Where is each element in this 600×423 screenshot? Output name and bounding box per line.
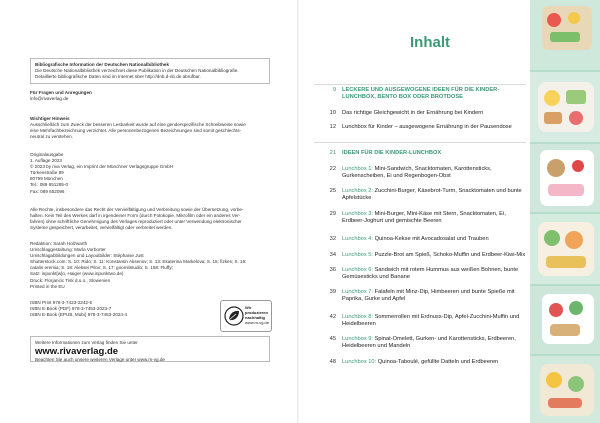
toc-text	[342, 267, 526, 282]
toc-text	[342, 314, 526, 329]
page-number: 32	[329, 236, 336, 242]
page-number: 29	[329, 211, 336, 217]
edition-line: Fax: 089 652096	[30, 188, 65, 194]
logo-caption	[245, 305, 270, 325]
page-number: 25	[329, 188, 336, 194]
page-number: 39	[329, 289, 336, 295]
logo-url: www.m-vg.de	[245, 320, 270, 325]
lunchbox-description: Spinat-Omelett, Gurken- und Karottensticks, Erdbeeren, Heidelbeeren und Mandeln	[342, 336, 516, 350]
bibliographic-info-box	[30, 58, 270, 84]
leaf-icon	[224, 306, 244, 326]
notice-line: Ausschließlich zum Zweck der besseren Lesbarkeit wurde auf eine genderspezifische Schreibweise sowie	[30, 122, 246, 128]
rights-line: Systeme gespeichert, verarbeitet, vervielfältigt oder verbreitet werden.	[30, 225, 173, 231]
credits-line: Satz: inpunkt[w]o, Haiger (www.inpunktwo.de)	[30, 271, 124, 277]
credits-line: Druck: Florjancic Tisk d.o.o., Slowenien	[30, 277, 111, 283]
divider	[314, 84, 526, 85]
credits-line: Umschlagabbildungen und Layoutbilder: Stéphanie Just	[30, 253, 144, 259]
bib-title: Bibliografische Information der Deutschen Nationalbibliothek	[35, 62, 169, 67]
credits-line: Redaktion: Sarah Holzwarth	[30, 241, 88, 246]
notice-line: neutral zu verstehen.	[30, 134, 73, 140]
contact-block	[30, 90, 275, 102]
rights-line: Alle Rechte, insbesondere das Recht der Vervielfältigung und Verbreitung sowie der Übersetzung, vorbe-	[30, 207, 244, 212]
toc-text: IDEEN FÜR DIE KINDER-LUNCHBOX	[342, 150, 442, 156]
imprint-page	[0, 0, 298, 423]
page-number: 42	[329, 314, 336, 320]
notice-line: eine Mehrfachbezeichnung verzichtet. Alle personenbezogenen Bezeichnungen sind somit geschlechts-	[30, 128, 242, 134]
credits-line: Shutterstock.com: S. 10: Rido; S. 11: Konstantin Aksenov; S. 13: Ekaterina Markelova; S. 15: fizkes; S. 16:	[30, 259, 247, 265]
lunchbox-label: Lunchbox 3:	[342, 211, 373, 217]
edition-line: © 2023 by riva Verlag, ein Imprint der Münchner Verlagsgruppe GmbH	[30, 164, 174, 170]
lunchbox-photo	[530, 72, 600, 142]
rights-block	[30, 207, 275, 231]
url-intro: Weitere Informationen zum Verlag finden Sie unter	[35, 340, 138, 345]
contact-email[interactable]: info@rivaverlag.de	[30, 96, 69, 102]
logo-text: Wir produzieren nachhaltig	[245, 305, 268, 320]
isbn-line: ISBN Print 978-3-7423-2242-5	[30, 300, 93, 305]
page-number: 12	[329, 124, 336, 130]
lunchbox-photo	[530, 214, 600, 284]
divider	[314, 142, 526, 143]
toc-text	[342, 252, 526, 259]
rights-line: fahren) ohne schriftliche Genehmigung des Verlages reproduziert oder unter Verwendung elektronischer	[30, 219, 242, 225]
edition-block	[30, 152, 275, 195]
lunchbox-photo	[530, 356, 600, 423]
credits-line: Printed in the EU	[30, 283, 65, 289]
page-number: 21	[329, 150, 336, 156]
bib-text: Detaillierte bibliografische Daten sind im Internet über http://dnb.d-nb.de abrufbar.	[35, 74, 201, 80]
lunchbox-description: Falafeln mit Minz-Dip, Himbeeren und bunte Spieße mit Paprika, Gurke und Apfel	[342, 289, 515, 303]
lunchbox-description: Mini-Burger, Mini-Käse mit Stern, Snacktomaten, Ei, Erdbeer-Joghurt und gemischte Beeren	[342, 211, 506, 225]
page-number: 48	[329, 359, 336, 365]
lunchbox-label: Lunchbox 8:	[342, 314, 373, 320]
lunchbox-label: Lunchbox 4:	[342, 236, 373, 242]
toc-text	[342, 289, 526, 304]
credits-block	[30, 241, 275, 290]
lunchbox-label: Lunchbox 7:	[342, 289, 373, 295]
lunchbox-photo-strip	[530, 0, 600, 423]
lunchbox-photo	[530, 144, 600, 212]
lunchbox-photo	[530, 0, 600, 70]
lunchbox-description: Quinoa-Taboulé, gefüllte Datteln und Erdbeeren	[377, 359, 499, 365]
publisher-url-box	[30, 336, 270, 362]
bib-text: Die Deutsche Nationalbibliothek verzeichnet diese Publikation in der Deutschen Nationalbibliografie.	[35, 68, 239, 74]
lunchbox-description: Zucchini-Burger, Käsebrot-Turm, Snacktomaten und bunte Apfelstücke	[342, 188, 522, 202]
lunchbox-description: Quinoa-Kekse mit Avocadosalat und Trauben	[374, 236, 489, 242]
lunchbox-label: Lunchbox 2:	[342, 188, 373, 194]
publisher-url[interactable]: www.rivaverlag.de	[35, 346, 119, 358]
contact-title: Für Fragen und Anregungen	[30, 90, 92, 95]
toc-text: LECKERE UND AUSGEWOGENE IDEEN FÜR DIE KINDER-LUNCHBOX, BENTO BOX ODER BROTDOSE	[342, 87, 500, 101]
page-number: 45	[329, 336, 336, 342]
lunchbox-label: Lunchbox 9:	[342, 336, 373, 342]
lunchbox-label: Lunchbox 6:	[342, 267, 373, 273]
toc-text: Das richtige Gleichgewicht in der Ernährung bei Kindern	[342, 110, 484, 116]
page-title: Inhalt	[410, 34, 450, 51]
lunchbox-description: Puzzle-Brot am Spieß, Schoko-Muffin und Erdbeer-Kiwi-Mix	[374, 252, 526, 258]
lunchbox-photo	[530, 286, 600, 354]
page-number: 34	[329, 252, 336, 258]
toc-text	[342, 236, 526, 243]
lunchbox-label: Lunchbox 5:	[342, 252, 373, 258]
notice-title: Wichtiger Hinweis	[30, 116, 70, 121]
edition-line: Türkenstraße 89	[30, 170, 64, 176]
edition-line: Originalausgabe	[30, 152, 64, 157]
credits-line: catalin eremia; S. 18: Aleksei Pilov; S. 17: goomitstudio; S. 158: Fluffy;	[30, 265, 173, 271]
toc-text	[342, 166, 526, 181]
toc-text	[342, 336, 526, 351]
isbn-line: ISBN E-Book (PDF) 978-3-7453-2023-7	[30, 306, 112, 312]
toc-text: Lunchbox für Kinder – ausgewogene Ernährung in der Pausendose	[342, 124, 512, 130]
notice-block	[30, 116, 275, 140]
edition-line: 1. Auflage 2023	[30, 158, 62, 164]
lunchbox-description: Sandwich mit rotem Hummus aus weißen Bohnen, bunte Gemüsesticks und Banane	[342, 267, 519, 281]
page-number: 10	[329, 110, 336, 116]
rights-line: halten. Kein Teil des Werkes darf in irgendeiner Form (durch Fotokopie, Mikrofilm oder ein anderes Ver-	[30, 213, 241, 219]
page-number: 9	[332, 87, 336, 93]
isbn-block	[30, 300, 210, 318]
page-number: 36	[329, 267, 336, 273]
edition-line: 80799 München	[30, 176, 63, 182]
toc-text	[342, 359, 526, 366]
lunchbox-description: Mini-Sandwich, Snacktomaten, Karottensticks, Gurkenscheiben, Ei und Regenbogen-Obst	[342, 166, 492, 180]
page-number: 22	[329, 166, 336, 172]
lunchbox-label: Lunchbox 10:	[342, 359, 377, 365]
toc-text	[342, 188, 526, 203]
toc-text	[342, 211, 526, 226]
isbn-line: ISBN E-Book (EPUB, Mobi) 978-3-7453-2024-4	[30, 312, 128, 318]
url-outro: Beachten Sie auch unsere weiteren Verlage unter www.m-vg.de	[35, 357, 165, 363]
edition-line: Tel.: 089 651285-0	[30, 182, 69, 188]
lunchbox-description: Sommerrollen mit Erdnuss-Dip, Apfel-Zucchini-Muffin und Heidelbeeren	[342, 314, 520, 328]
lunchbox-label: Lunchbox 1:	[342, 166, 373, 172]
sustainability-logo	[220, 300, 272, 332]
credits-line: Umschlaggestaltung: Marla Vorborter	[30, 247, 106, 253]
